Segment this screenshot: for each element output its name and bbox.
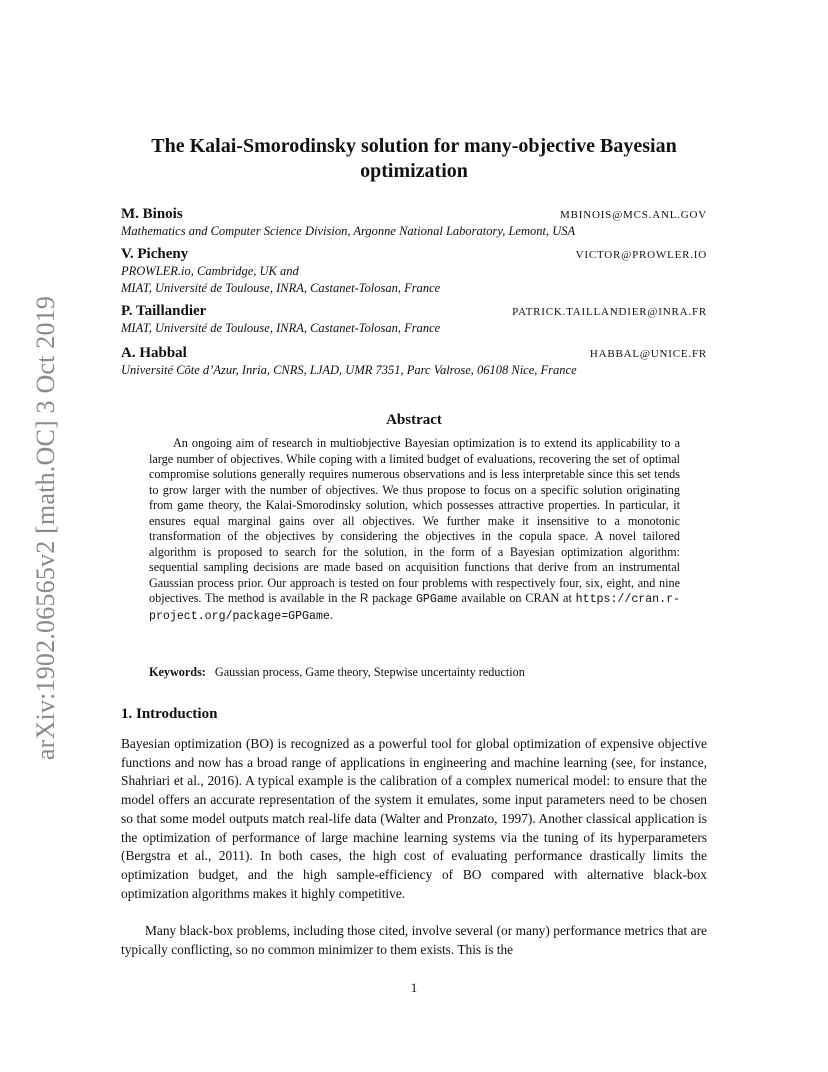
author-block-binois	[121, 206, 707, 240]
package-name: GPGame	[415, 593, 458, 606]
abstract-text-end: .	[329, 607, 333, 622]
author-email: VICTOR@PROWLER.IO	[575, 249, 707, 261]
author-affiliation: MIAT, Université de Toulouse, INRA, Castanet-Tolosan, France	[121, 281, 441, 295]
cran-url-link[interactable]: https://cran.r-project.org/package=GPGame	[149, 593, 681, 623]
author-block-habbal	[121, 345, 707, 379]
author-email: HABBAL@UNICE.FR	[589, 348, 707, 360]
author-name: A. Habbal	[121, 345, 187, 361]
intro-paragraph-2: Many black-box problems, including those cited, involve several (or many) performance metrics that are typically conflicting, so no common minimizer to them exists. This is the	[121, 923, 707, 957]
author-block-picheny	[121, 246, 707, 297]
arxiv-identifier-stamp: arXiv:1902.06565v2 [math.OC] 3 Oct 2019	[31, 295, 60, 761]
author-name: M. Binois	[121, 206, 183, 222]
r-language-label: R	[360, 592, 369, 605]
intro-paragraph-1: Bayesian optimization (BO) is recognized as a powerful tool for global optimization of expensive objective functions and now has a broad range of applications in engineering and machine learning (see, for instance, Shahriari et al., 2016). A typical example is the calibration of a complex numerical model: to ensure that the model offers an accurate representation of the system it emulates, some input parameters need to be chosen so that some model outputs match real-life data (Walter and Pronzato, 1997). Another classical application is the optimization of performance of large machine learning systems via the tuning of its hyperparameters (Bergstra et al., 2011). In both cases, the high cost of evaluating performance drastically limits the optimization budget, and the high sample-efficiency of BO compared with alternative black-box optimization algorithms makes it highly competitive.	[121, 736, 707, 901]
paper-title: The Kalai-Smorodinsky solution for many-objective Bayesian optimization	[151, 135, 677, 182]
author-affiliation: PROWLER.io, Cambridge, UK and	[121, 264, 299, 278]
author-email: MBINOIS@MCS.ANL.GOV	[560, 209, 707, 221]
author-affiliation: MIAT, Université de Toulouse, INRA, Castanet-Tolosan, France	[121, 321, 441, 335]
author-affiliation: Mathematics and Computer Science Division, Argonne National Laboratory, Lemont, USA	[121, 224, 576, 238]
author-affiliation: Université Côte d’Azur, Inria, CNRS, LJAD, UMR 7351, Parc Valrose, 06108 Nice, France	[121, 363, 577, 377]
abstract-body	[149, 436, 680, 624]
abstract-heading: Abstract	[386, 412, 442, 428]
keywords-line	[149, 665, 680, 680]
keywords-label: Keywords:	[149, 665, 206, 679]
author-email: PATRICK.TAILLANDIER@INRA.FR	[512, 306, 707, 318]
author-name: V. Picheny	[121, 246, 189, 262]
abstract-text-package: package	[372, 591, 413, 605]
section-heading-introduction: 1. Introduction	[121, 706, 218, 722]
page-number: 1	[410, 980, 418, 995]
author-name: P. Taillandier	[121, 303, 207, 319]
author-block-taillandier	[121, 303, 707, 337]
keywords-value: Gaussian process, Game theory, Stepwise uncertainty reduction	[214, 665, 525, 679]
abstract-text: An ongoing aim of research in multiobjective Bayesian optimization is to extend its applicability to a large number of objectives. While coping with a limited budget of evaluations, recovering the set of optimal compromise solutions generally requires numerous observations and is less interpretable since this set tends to grow larger with the number of objectives. We thus propose to focus on a specific solution originating from game theory, the Kalai-Smorodinsky solution, which possesses attractive properties. In particular, it ensures equal marginal gains over all objectives. We further make it insensitive to a monotonic transformation of the objectives by considering the objectives in the copula space. A novel tailored algorithm is proposed to search for the solution, in the form of a Bayesian optimization algorithm: sequential sampling decisions are made based on acquisition functions that derive from an instrumental Gaussian process prior. Our approach is tested on four problems with respectively four, six, eight, and nine objectives. The method is available in the	[149, 436, 680, 605]
abstract-text-cran: available on CRAN at	[461, 591, 572, 605]
